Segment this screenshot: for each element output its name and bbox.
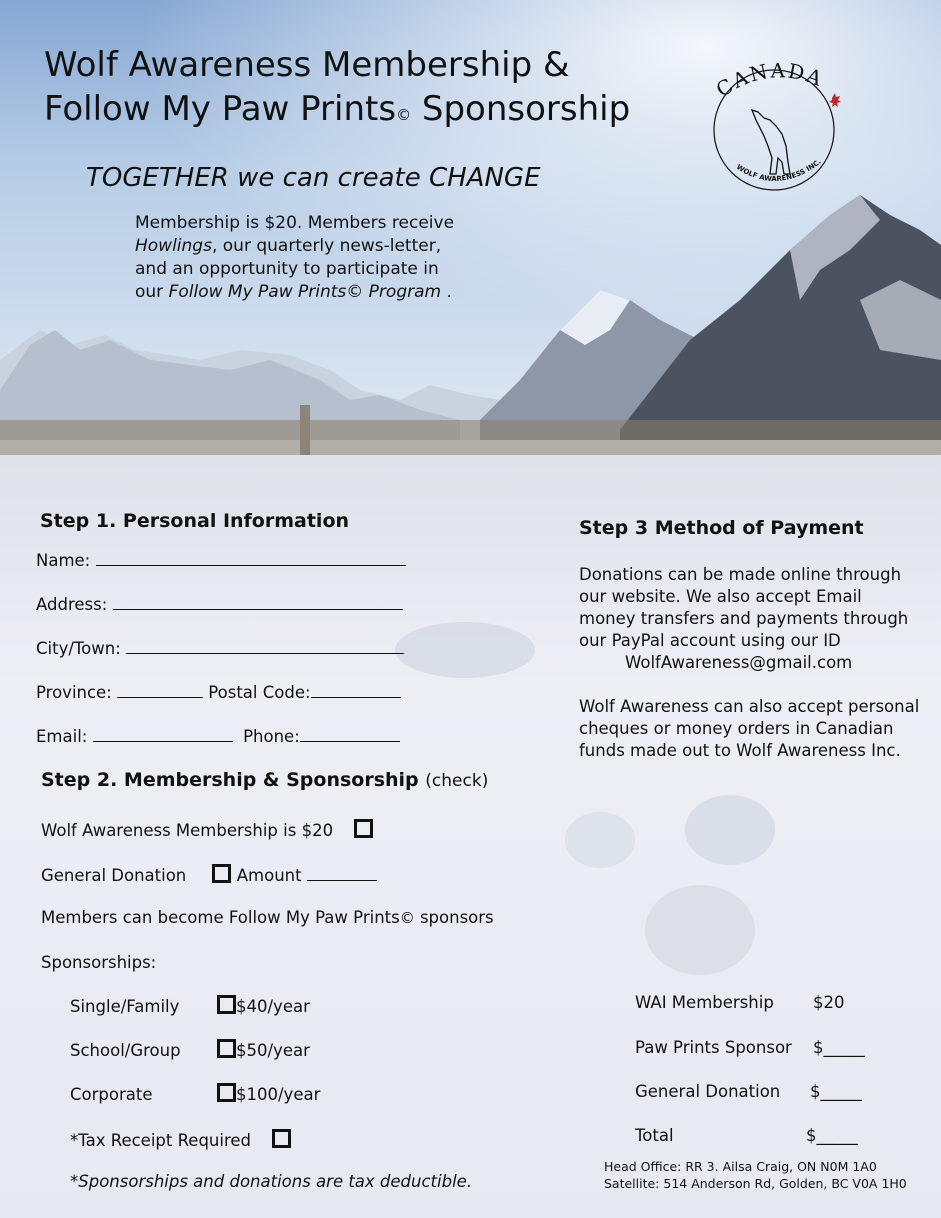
intro-text: Membership is $20. Members receive Howlings, our quarterly news-letter, and an opportunity to participate in our Follow My Paw Prints© Program .: [135, 213, 455, 302]
school-group-label: School/Group: [70, 1041, 181, 1060]
tax-receipt-row[interactable]: [70, 1129, 291, 1150]
general-donation-checkbox[interactable]: [212, 864, 231, 883]
school-group-checkbox[interactable]: [217, 1039, 236, 1058]
phone-label: Phone:: [243, 727, 300, 746]
school-group-price: $50/year: [236, 1041, 310, 1060]
name-field[interactable]: [36, 550, 406, 570]
wai-membership-value: $20: [813, 993, 845, 1012]
paw-prints-sponsor-value[interactable]: $_____: [813, 1038, 865, 1057]
logo-arc-text: CANADA: [711, 62, 828, 102]
howling-wolf-icon: [752, 110, 790, 174]
wolf-awareness-logo: [704, 62, 850, 196]
membership-checkbox[interactable]: [354, 819, 373, 838]
province-input-line[interactable]: [117, 682, 203, 698]
head-office-address: Head Office: RR 3. Ailsa Craig, ON N0M 1A0: [604, 1159, 877, 1174]
address-field[interactable]: [36, 594, 403, 614]
single-family-option[interactable]: [217, 995, 310, 1016]
satellite-address: Satellite: 514 Anderson Rd, Golden, BC V0A 1H0: [604, 1176, 907, 1191]
page-title-line2: Follow My Paw Prints© Sponsorship: [44, 89, 631, 129]
paw-prints-sponsor-label: Paw Prints Sponsor: [635, 1038, 792, 1057]
corporate-label: Corporate: [70, 1085, 153, 1104]
membership-label: Wolf Awareness Membership is $20: [41, 821, 334, 840]
tax-receipt-checkbox[interactable]: [272, 1129, 291, 1148]
total-value[interactable]: $_____: [806, 1126, 858, 1145]
general-donation-row[interactable]: [41, 864, 377, 885]
wai-membership-label: WAI Membership: [635, 993, 774, 1012]
tax-deductible-note: *Sponsorships and donations are tax deductible.: [70, 1172, 473, 1191]
single-family-price: $40/year: [236, 997, 310, 1016]
svg-text:CANADA: [712, 62, 827, 102]
address-input-line[interactable]: [113, 594, 403, 610]
amount-input-line[interactable]: [307, 865, 377, 881]
page-title-line1: Wolf Awareness Membership &: [44, 45, 570, 85]
postal-label: Postal Code:: [208, 683, 311, 702]
school-group-option[interactable]: [217, 1039, 310, 1060]
step2-heading: Step 2. Membership & Sponsorship (check): [41, 769, 489, 791]
payment-cheque-text: Wolf Awareness can also accept personal cheques or money orders in Canadian funds made out to Wolf Awareness Inc.: [579, 697, 920, 760]
step1-heading: Step 1. Personal Information: [40, 510, 350, 532]
province-postal-row[interactable]: [36, 682, 401, 702]
payment-online-text: Donations can be made online through our website. We also accept Email money transfers and payments through our PayPal account using our ID WolfAwareness@gmail.com: [579, 565, 909, 672]
province-label: Province:: [36, 683, 112, 702]
corporate-price: $100/year: [236, 1085, 321, 1104]
general-donation-label: General Donation: [41, 866, 187, 885]
general-donation-total-value[interactable]: $_____: [810, 1082, 862, 1101]
city-input-line[interactable]: [126, 638, 404, 654]
paypal-email[interactable]: WolfAwareness@gmail.com: [625, 653, 853, 672]
phone-input-line[interactable]: [300, 726, 400, 742]
logo-bottom-text: WOLF AWARENESS INC.: [734, 157, 823, 184]
single-family-checkbox[interactable]: [217, 995, 236, 1014]
tagline: TOGETHER we can create CHANGE: [86, 163, 541, 193]
total-label: Total: [635, 1126, 674, 1145]
corporate-option[interactable]: [217, 1083, 320, 1104]
sponsorships-label: Sponsorships:: [41, 953, 157, 972]
address-label: Address:: [36, 595, 108, 614]
general-donation-total-label: General Donation: [635, 1082, 781, 1101]
maple-leaf-icon: [829, 93, 841, 107]
tax-receipt-label: *Tax Receipt Required: [70, 1131, 252, 1150]
city-field[interactable]: [36, 638, 404, 658]
svg-text:WOLF AWARENESS INC.: [735, 158, 823, 183]
step3-heading: Step 3 Method of Payment: [579, 517, 864, 539]
postal-input-line[interactable]: [311, 682, 401, 698]
members-sponsor-text: Members can become Follow My Paw Prints© sponsors: [41, 908, 494, 927]
single-family-label: Single/Family: [70, 997, 180, 1016]
city-label: City/Town:: [36, 639, 121, 658]
corporate-checkbox[interactable]: [217, 1083, 236, 1102]
amount-label: Amount: [236, 866, 302, 885]
name-input-line[interactable]: [96, 550, 406, 566]
membership-row[interactable]: [41, 819, 373, 840]
name-label: Name:: [36, 551, 91, 570]
email-label: Email:: [36, 727, 88, 746]
email-phone-row[interactable]: [36, 726, 400, 746]
email-input-line[interactable]: [93, 726, 233, 742]
